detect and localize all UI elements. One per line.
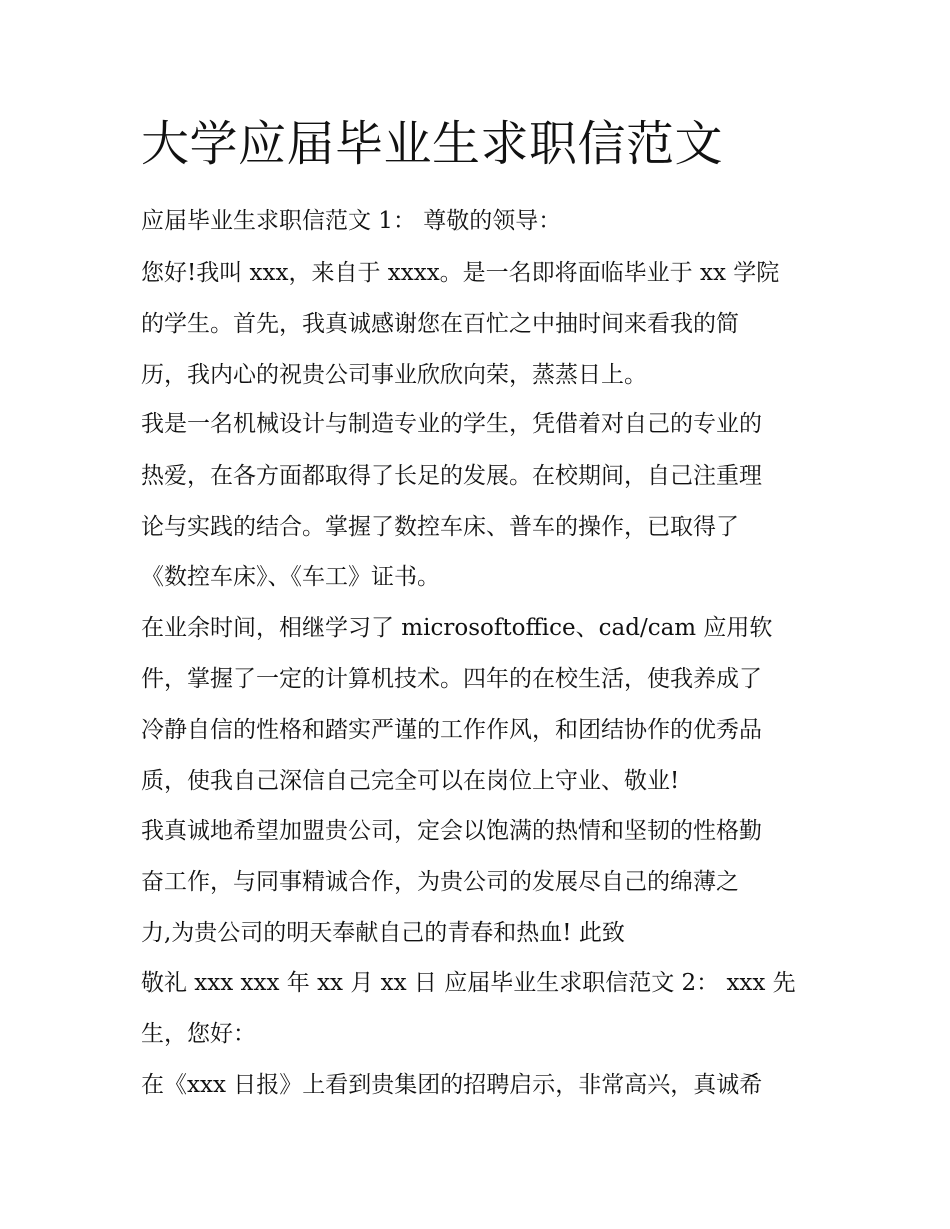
text-line: 在《xxx 日报》上看到贵集团的招聘启示，非常高兴，真诚希 bbox=[141, 1072, 763, 1098]
text-line: 敬礼 xxx xxx 年 xx 月 xx 日 应届毕业生求职信范文 2： xxx 先 bbox=[141, 970, 796, 996]
text-line: 力,为贵公司的明天奉献自己的青春和热血! 此致 bbox=[141, 920, 625, 946]
text-line: 冷静自信的性格和踏实严谨的工作作风，和团结协作的优秀品 bbox=[141, 717, 762, 743]
text-line: 我真诚地希望加盟贵公司，定会以饱满的热情和坚韧的性格勤 bbox=[141, 818, 762, 844]
document-title: 大学应届毕业生求职信范文 bbox=[141, 116, 724, 172]
text-line: 应届毕业生求职信范文 1： 尊敬的领导： bbox=[141, 208, 562, 234]
text-line: 论与实践的结合。掌握了数控车床、普车的操作，已取得了 bbox=[141, 514, 739, 540]
text-line: 我是一名机械设计与制造专业的学生，凭借着对自己的专业的 bbox=[141, 411, 762, 437]
text-line: 您好!我叫 xxx，来自于 xxxx。是一名即将面临毕业于 xx 学院 bbox=[141, 260, 780, 286]
text-line: 在业余时间，相继学习了 microsoftoffice、cad/cam 应用软 bbox=[141, 615, 773, 641]
text-line: 《数控车床》、《车工》证书。 bbox=[141, 564, 440, 590]
text-line: 历，我内心的祝贵公司事业欣欣向荣，蒸蒸日上。 bbox=[141, 362, 647, 388]
text-line: 热爱，在各方面都取得了长足的发展。在校期间，自己注重理 bbox=[141, 463, 762, 489]
text-line: 奋工作，与同事精诚合作，为贵公司的发展尽自己的绵薄之 bbox=[141, 869, 739, 895]
text-line: 的学生。首先，我真诚感谢您在百忙之中抽时间来看我的简 bbox=[141, 311, 739, 337]
text-line: 件，掌握了一定的计算机技术。四年的在校生活，使我养成了 bbox=[141, 666, 762, 692]
text-line: 生，您好： bbox=[141, 1021, 256, 1047]
text-line: 质，使我自己深信自己完全可以在岗位上守业、敬业! bbox=[141, 768, 680, 794]
